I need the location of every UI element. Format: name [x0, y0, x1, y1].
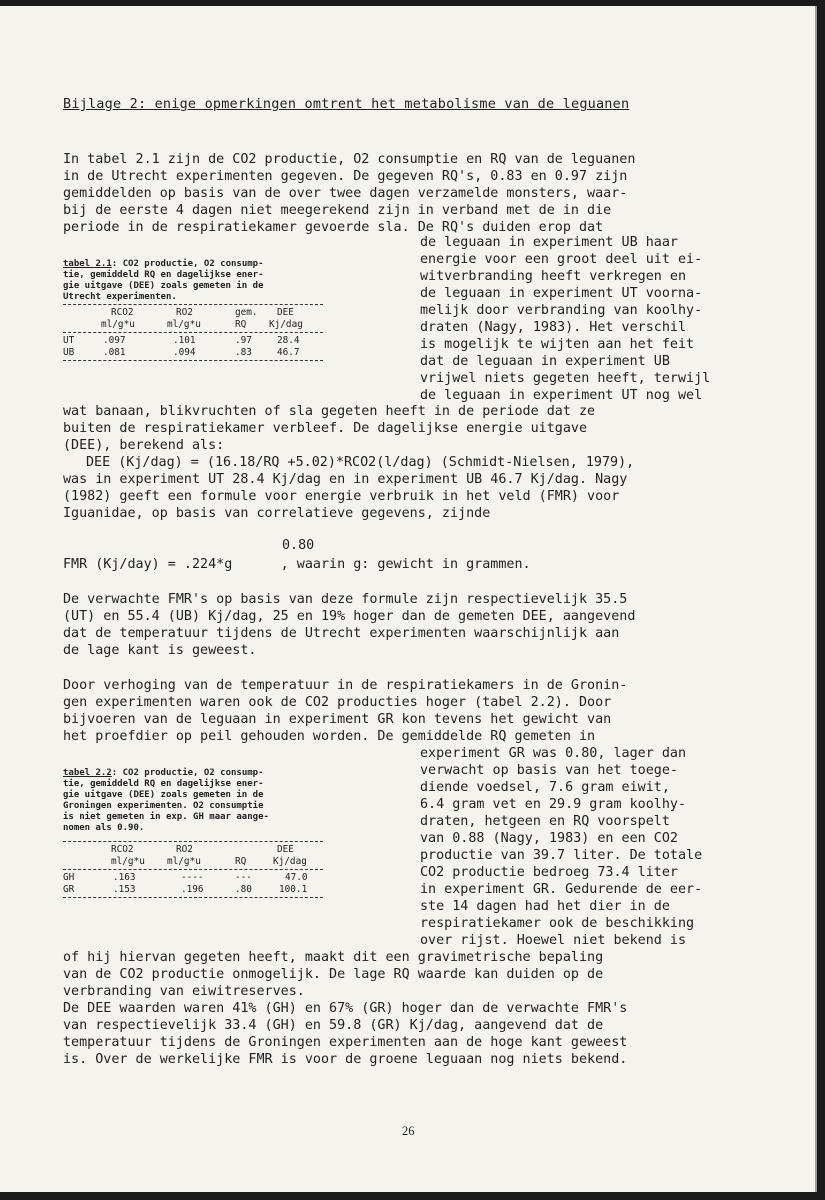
- table-rule: [63, 360, 323, 361]
- text-line: over rijst. Hoewel niet bekend is: [420, 933, 687, 948]
- table-cell: ----: [181, 872, 204, 883]
- table-header-cell: RO2: [176, 307, 193, 318]
- text-line: verbranding van eiwitreserves.: [63, 984, 305, 999]
- formula-line: DEE (Kj/dag) = (16.18/RQ +5.02)*RCO2(l/dag) (Schmidt-Nielsen, 1979),: [86, 455, 635, 470]
- table-header-cell: Kj/dag: [273, 855, 307, 867]
- text-line: De DEE waarden waren 41% (GH) en 67% (GR) hoger dan de verwachte FMR's: [63, 1001, 628, 1016]
- table-row: [63, 872, 323, 884]
- text-line: de lage kant is geweest.: [63, 643, 257, 658]
- text-line: gen experimenten waren ook de CO2 producties hoger (tabel 2.2). Door: [63, 695, 612, 710]
- table-caption-label: tabel 2.1: [63, 259, 112, 269]
- text-line: In tabel 2.1 zijn de CO2 productie, O2 consumptie en RQ van de leguanen: [63, 152, 636, 167]
- table-header-row: [63, 844, 323, 856]
- table-row: [63, 335, 323, 347]
- table-caption-line: gie uitgave (DEE) zoals gemeten in de: [63, 790, 264, 800]
- page-heading: Bijlage 2: enige opmerkingen omtrent het metabolisme van de leguanen: [63, 96, 630, 112]
- table-cell: GH: [63, 872, 75, 883]
- text-line: bijvoeren van de leguaan in experiment GR kon tevens het gewicht van: [63, 712, 612, 727]
- text-line: (1982) geeft een formule voor energie verbruik in het veld (FMR) voor: [63, 489, 620, 504]
- text-line: de leguaan in experiment UB haar: [420, 235, 678, 250]
- table-caption-line: Utrecht experimenten.: [63, 292, 177, 302]
- table-header-row: [63, 319, 323, 331]
- table-row: [63, 884, 323, 896]
- text-line: dat de temperatuur tijdens de Utrecht experimenten waarschijnlijk aan: [63, 626, 620, 641]
- table-cell: .081: [103, 346, 126, 358]
- text-line: witverbranding heeft verkregen en: [420, 269, 687, 284]
- formula-exponent: 0.80: [282, 538, 315, 553]
- table-caption-line: is niet gemeten in exp. GH maar aange-: [63, 812, 269, 822]
- table-caption-label: tabel 2.2: [63, 768, 112, 778]
- text-line: diende voedsel, 7.6 gram eiwit,: [420, 780, 670, 795]
- table-caption: [63, 259, 264, 303]
- text-line: Iguanidae, op basis van correlatieve gegevens, zijnde: [63, 506, 491, 521]
- table-header-cell: Kj/dag: [269, 318, 303, 330]
- table-cell: 47.0: [285, 872, 308, 883]
- text-line: was in experiment UT 28.4 Kj/dag en in experiment UB 46.7 Kj/dag. Nagy: [63, 472, 628, 487]
- text-line: productie van 39.7 liter. De totale: [420, 848, 703, 863]
- text-line: draten, hetgeen en RQ voorspelt: [420, 814, 670, 829]
- text-line: buiten de respiratiekamer verbleef. De dagelijkse energie uitgave: [63, 421, 588, 436]
- text-line: (UT) en 55.4 (UB) Kj/dag, 25 en 19% hoger dan de gemeten DEE, aangevend: [63, 609, 636, 624]
- text-line: bij de eerste 4 dagen niet meegerekend zijn in verband met de in die: [63, 203, 612, 218]
- text-line: of hij hiervan gegeten heeft, maakt dit een gravimetrische bepaling: [63, 950, 604, 965]
- table-caption-line: : CO2 productie, O2 consump-: [111, 768, 264, 778]
- table-header-cell: gem.: [235, 307, 258, 318]
- table-caption-line: tie, gemiddeld RQ en dagelijkse ener-: [63, 779, 264, 789]
- table-header-cell: RCO2: [111, 844, 134, 855]
- table-rule: [63, 304, 323, 305]
- table-header-cell: DEE: [277, 844, 294, 855]
- text-line: periode in de respiratiekamer gevoerde sla. De RQ's duiden erop dat: [63, 220, 604, 235]
- table-caption-line: nomen als 0.90.: [63, 823, 145, 833]
- table-cell: 46.7: [277, 346, 300, 358]
- table-cell: .83: [235, 346, 252, 358]
- text-line: van de CO2 productie onmogelijk. De lage RQ waarde kan duiden op de: [63, 967, 604, 982]
- table-caption: [63, 768, 269, 834]
- table-header-cell: RQ: [235, 318, 247, 330]
- table-header-cell: DEE: [277, 307, 294, 318]
- table-rule: [63, 897, 323, 898]
- text-line: vrijwel niets gegeten heeft, terwijl: [420, 371, 711, 386]
- table-2-1: [63, 302, 323, 363]
- table-caption-line: gie uitgave (DEE) zoals gemeten in de: [63, 281, 264, 291]
- table-cell: .163: [113, 872, 136, 883]
- table-cell: .196: [181, 883, 204, 895]
- text-line: dat de leguaan in experiment UB: [420, 354, 670, 369]
- text-line: respiratiekamer ook de beschikking: [420, 916, 695, 931]
- text-line: wat banaan, blikvruchten of sla gegeten heeft in de periode dat ze: [63, 404, 596, 419]
- text-line: van 0.88 (Nagy, 1983) en een CO2: [420, 831, 678, 846]
- text-line: energie voor een groot deel uit ei-: [420, 252, 703, 267]
- page-number: 26: [402, 1124, 415, 1138]
- table-cell: .97: [235, 335, 252, 346]
- table-cell: .101: [173, 335, 196, 346]
- table-cell: .097: [103, 335, 126, 346]
- text-line: 6.4 gram vet en 29.9 gram koolhy-: [420, 797, 687, 812]
- table-rule: [63, 841, 323, 842]
- text-line: ste 14 dagen had het dier in de: [420, 899, 670, 914]
- table-header-cell: ml/g*u: [167, 855, 201, 867]
- text-line: in de Utrecht experimenten gegeven. De gegeven RQ's, 0.83 en 0.97 zijn: [63, 169, 628, 184]
- text-line: experiment GR was 0.80, lager dan: [420, 746, 687, 761]
- table-caption-line: : CO2 productie, O2 consump-: [111, 259, 264, 269]
- table-header-cell: RCO2: [111, 307, 134, 318]
- text-line: de leguaan in experiment UT nog wel: [420, 388, 703, 403]
- text-line: in experiment GR. Gedurende de eer-: [420, 882, 703, 897]
- table-cell: .80: [235, 883, 252, 895]
- table-header-cell: ml/g*u: [167, 318, 201, 330]
- text-line: gemiddelden op basis van de over twee dagen verzamelde monsters, waar-: [63, 186, 628, 201]
- table-header-cell: RQ: [235, 855, 247, 867]
- table-cell: .153: [113, 883, 136, 895]
- table-cell: 100.1: [279, 883, 308, 895]
- text-line: is mogelijk te wijten aan het feit: [420, 337, 695, 352]
- table-cell: UT: [63, 335, 75, 346]
- table-cell: 28.4: [277, 335, 300, 346]
- table-header-row: [63, 856, 323, 868]
- formula-line: FMR (Kj/day) = .224*g , waarin g: gewicht in grammen.: [63, 557, 531, 572]
- text-line: Door verhoging van de temperatuur in de respiratiekamers in de Gronin-: [63, 678, 628, 693]
- text-line: de leguaan in experiment UT voorna-: [420, 286, 703, 301]
- table-cell: GR: [63, 883, 75, 895]
- document-page: [0, 6, 817, 1192]
- table-header-cell: RO2: [176, 844, 193, 855]
- table-header-cell: ml/g*u: [111, 855, 145, 867]
- table-2-2: [63, 839, 323, 900]
- text-line: het proefdier op peil gehouden worden. De gemiddelde RQ gemeten in: [63, 729, 596, 744]
- table-row: [63, 347, 323, 359]
- table-cell: .094: [173, 346, 196, 358]
- text-line: CO2 productie bedroeg 73.4 liter: [420, 865, 678, 880]
- text-line: verwacht op basis van het toege-: [420, 763, 678, 778]
- text-line: melijk door verbranding van koolhy-: [420, 303, 703, 318]
- table-cell: UB: [63, 346, 75, 358]
- table-caption-line: Groningen experimenten. O2 consumptie: [63, 801, 264, 811]
- table-rule: [63, 332, 323, 333]
- table-header-cell: ml/g*u: [101, 318, 135, 330]
- table-caption-line: tie, gemiddeld RQ en dagelijkse ener-: [63, 270, 264, 280]
- text-line: is. Over de werkelijke FMR is voor de groene leguaan nog niets bekend.: [63, 1052, 628, 1067]
- text-line: van respectievelijk 33.4 (GH) en 59.8 (GR) Kj/dag, aangevend dat de: [63, 1018, 604, 1033]
- text-line: (DEE), berekend als:: [63, 438, 225, 453]
- text-line: temperatuur tijdens de Groningen experimenten aan de hoge kant geweest: [63, 1035, 628, 1050]
- table-rule: [63, 869, 323, 870]
- text-line: De verwachte FMR's op basis van deze formule zijn respectievelijk 35.5: [63, 592, 628, 607]
- table-cell: ---: [235, 872, 252, 883]
- table-header-row: [63, 307, 323, 319]
- text-line: draten (Nagy, 1983). Het verschil: [420, 320, 687, 335]
